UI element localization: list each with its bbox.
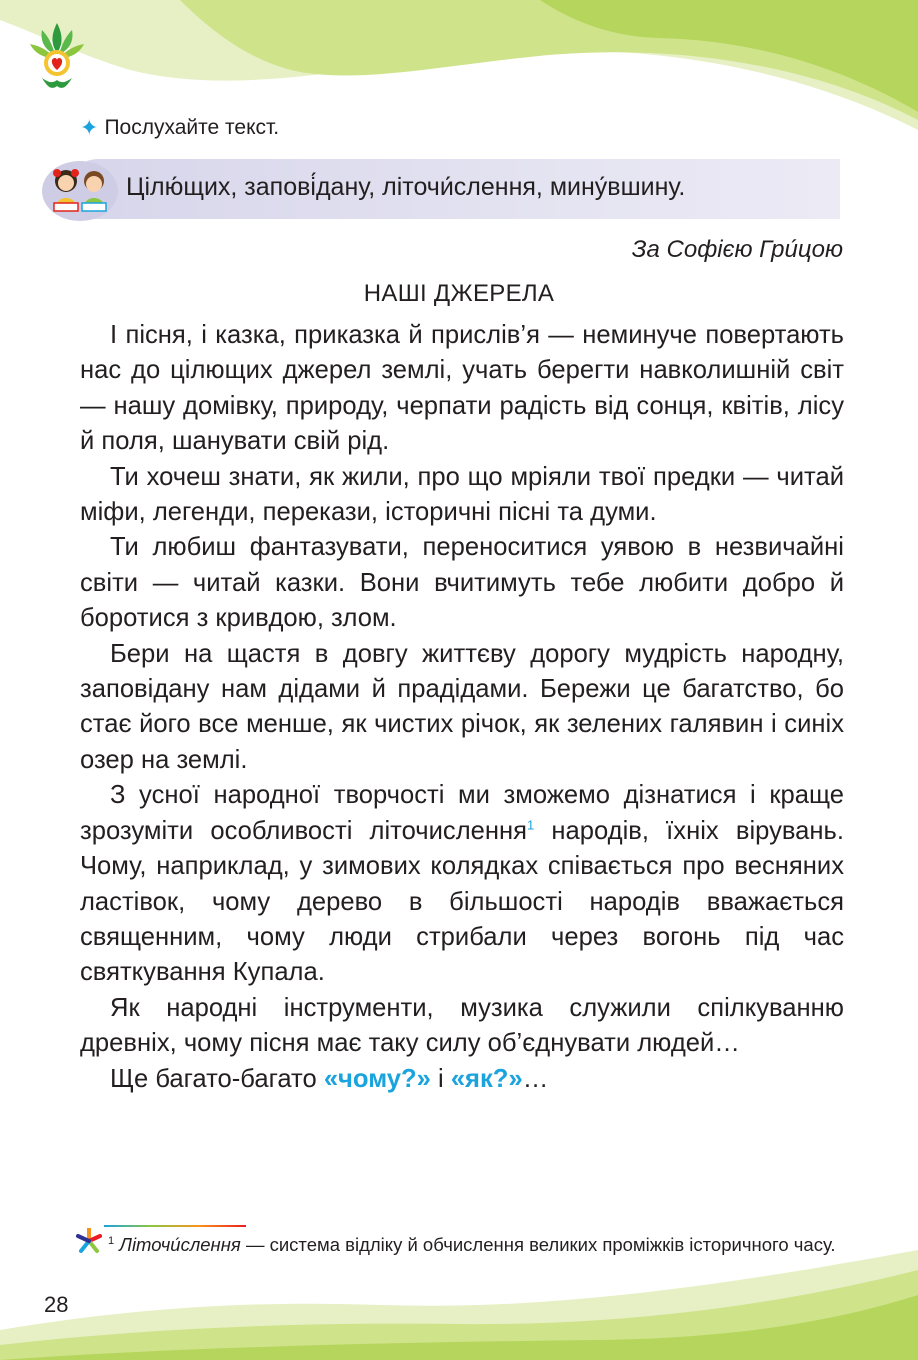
highlighted-question: «як?»	[450, 1064, 523, 1093]
paragraph-text: і	[430, 1064, 451, 1093]
vocabulary-words: Цілю́щих, запові́дану, літочи́слення, мину́вшину.	[126, 173, 686, 201]
footnote-term: Літочи́слення	[119, 1234, 241, 1255]
paragraph-text: народів, їхніх вірувань. Чому, наприклад, у зимових колядках співається про весняних ластівок, чому дерево в більшості народів вважається священним, чому люди стрибали через вогонь під час святкування Купала.	[80, 816, 845, 987]
footnote-definition: — система відліку й обчислення великих проміжків історичного часу.	[240, 1234, 836, 1255]
author-attribution: За Софією Гри́цою	[631, 236, 843, 263]
paragraph: Як народні інструменти, музика служили спілкуванню древніх, чому пісня має таку силу об’єднувати людей…	[80, 993, 844, 1058]
paragraph-text: …	[522, 1064, 549, 1093]
paragraph: Бери на щастя в довгу життєву дорогу мудрість народну, заповідану нам дідами й прадідами. Бережи це багатство, бо стає його все менше, як чистих річок, як зелених галявин і синіх озер на землі.	[80, 639, 844, 774]
instruction-text: Послухайте текст.	[104, 116, 280, 139]
reading-children-icon	[40, 155, 120, 223]
paragraph: Ти хочеш знати, як жили, про що мріяли твої предки — читай міфи, легенди, перекази, історичні пісні та думи.	[80, 462, 844, 527]
paragraph-text: Ще багато-багато	[110, 1064, 324, 1093]
vocabulary-band	[40, 155, 840, 223]
footnote-divider	[104, 1225, 246, 1227]
four-point-star-icon: ✦	[80, 115, 99, 140]
bottom-wave-decoration	[0, 1250, 918, 1360]
paragraph-text: З усної народної творчості ми зможемо дізнатися і краще зрозуміти особливості літочислення	[80, 781, 844, 845]
text-title: НАШІ ДЖЕРЕЛА	[363, 280, 555, 307]
paragraph	[80, 1062, 844, 1097]
instruction-line	[80, 116, 279, 140]
paragraph: Ти любиш фантазувати, переноситися уявою в незвичайні світи — читай казки. Вони вчитимуть тебе любити добро й боротися з кривдою, злом.	[80, 533, 844, 633]
footnote-mark: 1	[108, 1234, 115, 1247]
highlighted-question: «чому?»	[323, 1064, 431, 1093]
paragraph: І пісня, і казка, приказка й прислів’я — неминуче повертають нас до цілющих джерел землі, учать берегти навколишній світ — нашу домівку, природу, черпати радість від сонця, квітів, лісу й поля, шанувати свій рід.	[80, 321, 844, 456]
emblem-logo-icon	[22, 18, 92, 94]
footnote-reference[interactable]: 1	[527, 817, 535, 833]
story-body	[80, 318, 844, 1097]
paragraph	[80, 778, 844, 990]
page-number: 28	[44, 1292, 69, 1317]
